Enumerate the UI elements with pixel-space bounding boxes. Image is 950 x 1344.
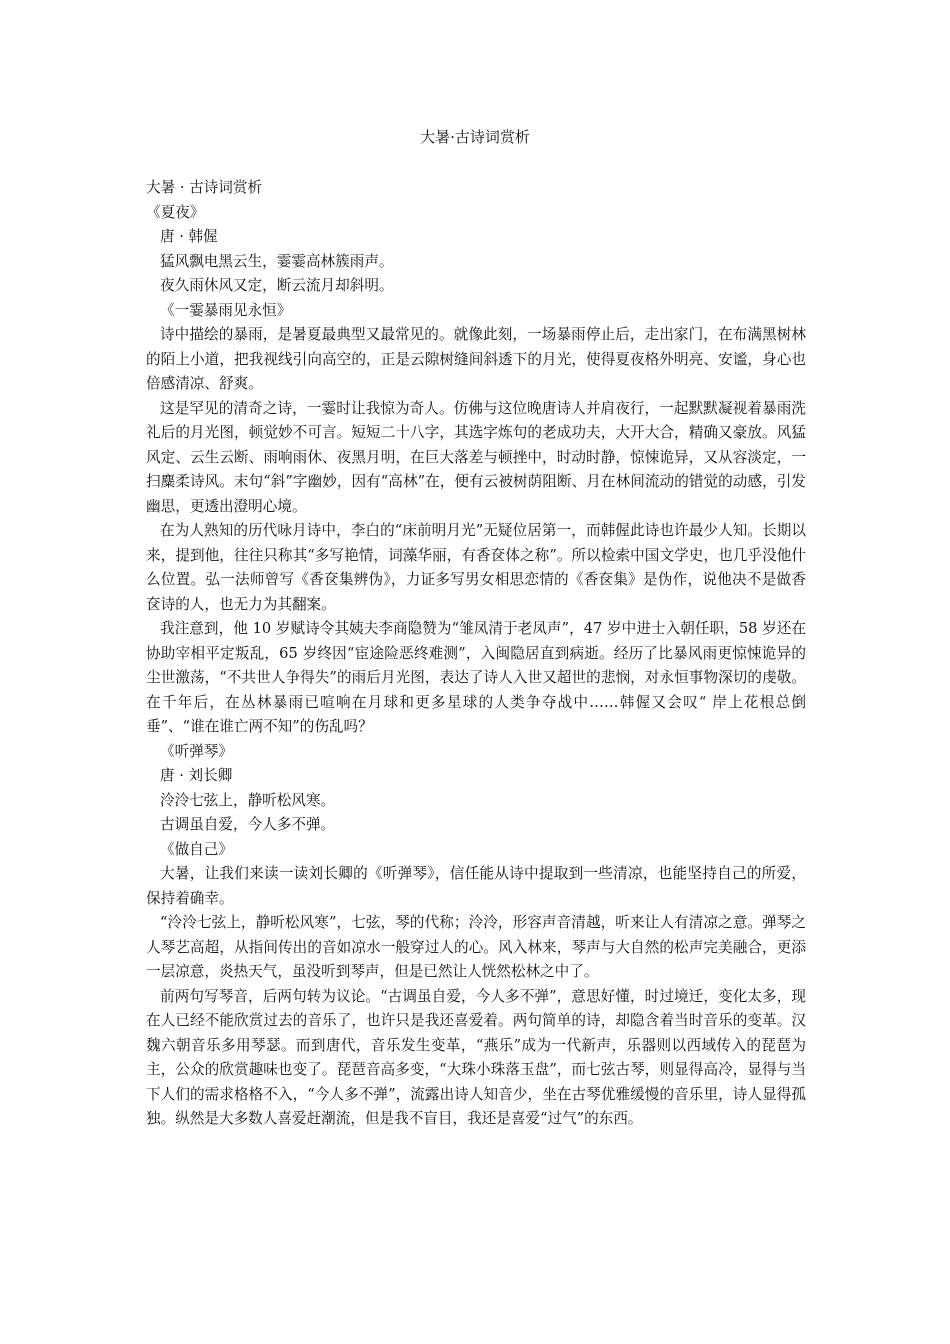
paragraph: 在为人熟知的历代咏月诗中，李白的“床前明月光”无疑位居第一，而韩偓此诗也许最少人知。长期以来，提到他，往往只称其“多写艳情，词藻华丽，有香奁体之称”。所以检索中国文学史，也几乎没他什么位置。弘一法师曾写《香奁集辨伪》，力证多写男女相思恋情的《香奁集》是伪作，说他决不是做香奁诗的人，也无力为其翻案。 bbox=[146, 522, 806, 613]
paragraph: 夜久雨休风又定，断云流月却斜明。 bbox=[160, 277, 394, 294]
paragraph: 我注意到，他 10 岁赋诗令其姨夫李商隐赞为“雏凤清于老凤声”，47 岁中进士入朝任职，58 岁还在协助宰相平定叛乱，65 岁终因“宦途险恶终难测”，入闽隐居直到病逝。经历了比暴风雨更惊悚诡异的尘世激荡，“不共世人争得失”的雨后月光图，表达了诗人入世又超世的悲悯，对永恒事物深切的虔敬。在千年后，在丛林暴雨已喧响在月球和更多星球的人类争夺战中……韩偓又会叹“ 岸上花根总倒垂”、“谁在谁亡两不知”的伤乱吗？ bbox=[146, 620, 806, 735]
paragraph: 猛风飘电黑云生，霎霎高林簇雨声。 bbox=[160, 252, 394, 270]
paragraph: “泠泠七弦上，静听松风寒”，七弦，琴的代称；泠泠，形容声音清越，听来让人有清凉之意。弹琴之人琴艺高超，从指间传出的音如凉水一般穿过人的心。风入林来，琴声与大自然的松声完美融合，更添一层凉意，炎热天气，虽没听到琴声，但是已然让人恍然松林之中了。 bbox=[146, 914, 806, 980]
paragraph: 唐 · 韩偓 bbox=[160, 228, 218, 245]
paragraph: 《做自己》 bbox=[160, 840, 233, 858]
paragraph: 大暑，让我们来读一读刘长卿的《听弹琴》，信任能从诗中提取到一些清凉，也能坚持自己的所爱，保持着确幸。 bbox=[146, 865, 806, 907]
paragraph: 这是罕见的清奇之诗，一霎时让我惊为奇人。仿佛与这位晚唐诗人并肩夜行，一起默默凝视着暴雨洗礼后的月光图，顿觉妙不可言。短短二十八字，其选字炼句的老成功夫，大开大合，精确又豪放。风猛风定、云生云断、雨响雨休、夜黑月明，在巨大落差与顿挫中，时动时静，惊悚诡异，又从容淡定，一扫麋柔诗风。末句“斜”字幽妙，因有“高林”在，便有云被树荫阻断、月在林间流动的错觉的动感，引发幽思，更透出澄明心境。 bbox=[146, 399, 806, 515]
paragraph: 《听弹琴》 bbox=[160, 742, 233, 760]
document-body bbox=[146, 176, 806, 1132]
paragraph: 古调虽自爱，今人多不弹。 bbox=[160, 816, 336, 833]
paragraph: 泠泠七弦上，静听松风寒。 bbox=[160, 791, 336, 809]
paragraph: 前两句写琴音，后两句转为议论。“古调虽自爱，今人多不弹”，意思好懂，时过境迁，变化太多，现在人已经不能欣赏过去的音乐了，也许只是我还喜爱着。两句简单的诗，却隐含着当时音乐的变革。汉魏六朝音乐多用琴瑟。而到唐代，音乐发生变革，“燕乐”成为一代新声，乐器则以西域传入的琵琶为主，公众的欣赏趣味也变了。琵琶音高多变，“大珠小珠落玉盘”，而七弦古琴，则显得高冷，显得与当下人们的需求格格不入，“今人多不弹”，流露出诗人知音少，坐在古琴优雅缓慢的音乐里，诗人显得孤独。纵然是大多数人喜爱赶潮流，但是我不盲目，我还是喜爱“过气”的东西。 bbox=[146, 987, 806, 1127]
paragraph: 《一霎暴雨见永恒》 bbox=[160, 301, 292, 319]
paragraph: 大暑 · 古诗词赏析 bbox=[146, 179, 263, 196]
page-title: 大暑·古诗词赏析 bbox=[420, 128, 530, 146]
paragraph: 唐 · 刘长卿 bbox=[160, 767, 233, 784]
paragraph: 《夏夜》 bbox=[146, 203, 205, 221]
paragraph: 诗中描绘的暴雨，是暑夏最典型又最常见的。就像此刻，一场暴雨停止后，走出家门，在布满黑树林的陌上小道，把我视线引向高空的，正是云隙树缝间斜透下的月光，使得夏夜格外明亮、安谧，身心也倍感清凉、舒爽。 bbox=[146, 326, 806, 392]
